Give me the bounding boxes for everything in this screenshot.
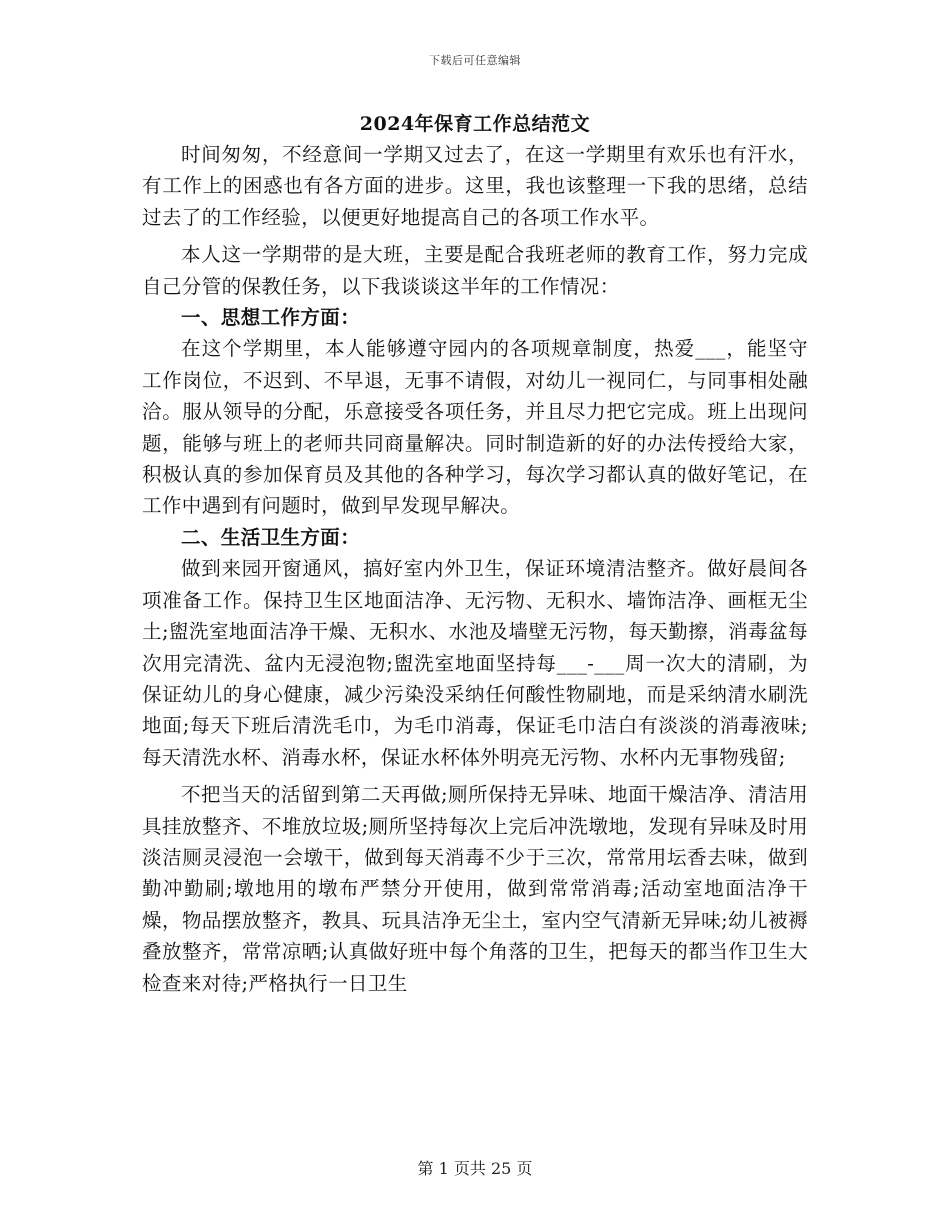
paragraph-thinking: 在这个学期里，本人能够遵守园内的各项规章制度，热爱___，能坚守工作岗位，不迟到、不早退，无事不请假，对幼儿一视同仁，与同事相处融洽。服从领导的分配，乐意接受各项任务，并且尽力把它完成。班上出现问题，能够与班上的老师共同商量解决。同时制造新的好的办法传授给大家，积极认真的参加保育员及其他的各种学习，每次学习都认真的做好笔记，在工作中遇到有问题时，做到早发现早解决。 bbox=[142, 337, 808, 518]
paragraph-class-overview: 本人这一学期带的是大班，主要是配合我班老师的教育工作，努力完成自己分管的保教任务，以下我谈谈这半年的工作情况： bbox=[142, 243, 808, 298]
paragraph-hygiene-1: 做到来园开窗通风，搞好室内外卫生，保证环境清洁整齐。做好晨间各项准备工作。保持卫生区地面洁净、无污物、无积水、墙饰洁净、画框无尘土;盥洗室地面洁净干燥、无积水、水池及墙壁无污物，每天勤擦，消毒盆每次用完清洗、盆内无浸泡物;盥洗室地面坚持每___-___周一次大的清刷，为保证幼儿的身心健康，减少污染没采纳任何酸性物刷地，而是采纳清水刷洗地面;每天下班后清洗毛巾，为毛巾消毒，保证毛巾洁白有淡淡的消毒液味;每天清洗水杯、消毒水杯，保证水杯体外明亮无污物、水杯内无事物残留; bbox=[142, 557, 808, 769]
page-number: 第 1 页共 25 页 bbox=[417, 1159, 533, 1178]
document-body bbox=[142, 110, 808, 999]
section-heading-thinking: 一、思想工作方面： bbox=[181, 306, 361, 330]
paragraph-hygiene-2: 不把当天的活留到第二天再做;厕所保持无异味、地面干燥洁净、清洁用具挂放整齐、不堆放垃圾;厕所坚持每次上完后冲洗墩地，发现有异味及时用淡洁厕灵浸泡一会墩干，做到每天消毒不少于三次，常常用坛香去味，做到勤冲勤刷;墩地用的墩布严禁分开使用，做到常常消毒;活动室地面洁净干燥，物品摆放整齐，教具、玩具洁净无尘土，室内空气清新无异味;幼儿被褥叠放整齐，常常凉晒;认真做好班中每个角落的卫生，把每天的都当作卫生大检查来对待;严格执行一日卫生 bbox=[142, 783, 808, 995]
document-title: 2024年保育工作总结范文 bbox=[359, 113, 591, 135]
page-header-note: 下载后可任意编辑 bbox=[429, 54, 521, 67]
section-heading-hygiene: 二、生活卫生方面： bbox=[181, 525, 361, 549]
paragraph-intro: 时间匆匆，不经意间一学期又过去了，在这一学期里有欢乐也有汗水，有工作上的困惑也有各方面的进步。这里，我也该整理一下我的思绪，总结过去了的工作经验，以便更好地提高自己的各项工作水平。 bbox=[142, 143, 808, 229]
